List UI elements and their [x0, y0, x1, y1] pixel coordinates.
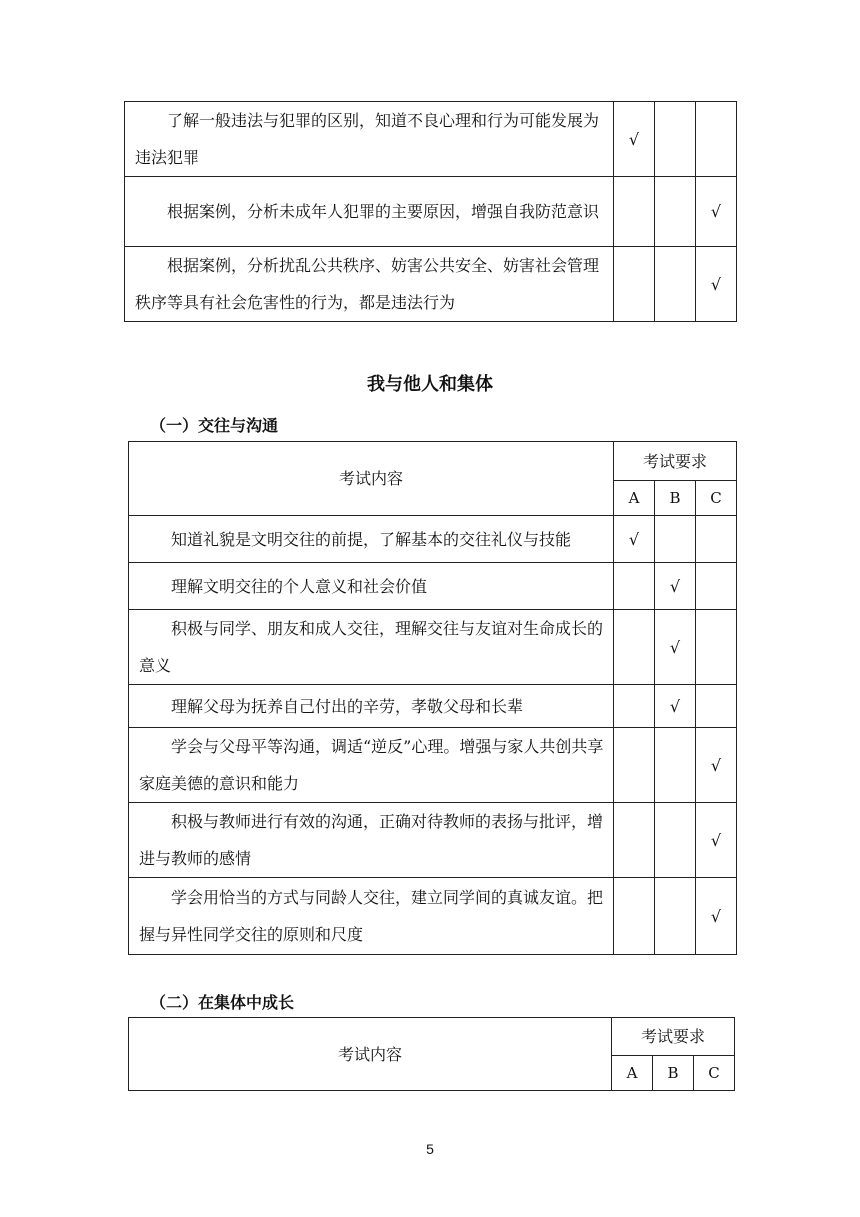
- mark-a: [614, 177, 655, 247]
- table-continued: [124, 101, 737, 322]
- mark-c: √: [696, 247, 737, 322]
- subsection-title: （一）交往与沟通: [150, 416, 279, 435]
- mark-c: √: [696, 878, 737, 955]
- row-content: 了解一般违法与犯罪的区别，知道不良心理和行为可能发展为违法犯罪: [125, 102, 614, 177]
- mark-a: [614, 563, 655, 610]
- exam-table-communication: [128, 441, 737, 955]
- row-content: 学会与父母平等沟通，调适“逆反”心理。增强与家人共创共享家庭美德的意识和能力: [129, 728, 614, 803]
- mark-c: [696, 563, 737, 610]
- header-col-a: A: [614, 481, 655, 516]
- mark-a: [614, 878, 655, 955]
- mark-b: √: [655, 610, 696, 685]
- mark-b: [655, 247, 696, 322]
- header-col-b: B: [655, 481, 696, 516]
- mark-a: [614, 728, 655, 803]
- header-exam-requirement: 考试要求: [614, 442, 737, 481]
- mark-a: [614, 803, 655, 878]
- subsection-title: （二）在集体中成长: [150, 993, 295, 1012]
- header-col-b: B: [653, 1056, 694, 1091]
- mark-a: [614, 685, 655, 728]
- mark-b: √: [655, 563, 696, 610]
- row-content: 学会用恰当的方式与同龄人交往，建立同学间的真诚友谊。把握与异性同学交往的原则和尺度: [129, 878, 614, 955]
- exam-table-collective: [128, 1017, 735, 1091]
- mark-b: [655, 177, 696, 247]
- table-header-row: [129, 442, 737, 481]
- mark-c: √: [696, 803, 737, 878]
- header-exam-content: 考试内容: [129, 442, 614, 516]
- mark-a: √: [614, 102, 655, 177]
- row-content: 知道礼貌是文明交往的前提，了解基本的交往礼仪与技能: [129, 516, 614, 563]
- mark-b: [655, 803, 696, 878]
- table-row: [129, 878, 737, 955]
- mark-b: [655, 102, 696, 177]
- mark-c: [696, 685, 737, 728]
- page-number: 5: [426, 1141, 434, 1157]
- mark-a: √: [614, 516, 655, 563]
- table-row: [129, 610, 737, 685]
- section-title: 我与他人和集体: [367, 374, 493, 395]
- row-content: 根据案例，分析未成年人犯罪的主要原因，增强自我防范意识: [125, 177, 614, 247]
- header-col-c: C: [696, 481, 737, 516]
- table-header-row: [129, 1018, 735, 1056]
- table-row: [129, 516, 737, 563]
- table-row: [125, 177, 737, 247]
- table-row: [129, 563, 737, 610]
- header-exam-content: 考试内容: [129, 1018, 612, 1091]
- row-content: 积极与教师进行有效的沟通，正确对待教师的表扬与批评，增进与教师的感情: [129, 803, 614, 878]
- mark-c: √: [696, 177, 737, 247]
- mark-c: [696, 102, 737, 177]
- row-content: 根据案例，分析扰乱公共秩序、妨害公共安全、妨害社会管理秩序等具有社会危害性的行为，都是违法行为: [125, 247, 614, 322]
- header-col-a: A: [612, 1056, 653, 1091]
- mark-c: [696, 610, 737, 685]
- row-content: 理解文明交往的个人意义和社会价值: [129, 563, 614, 610]
- table-row: [129, 728, 737, 803]
- mark-b: [655, 878, 696, 955]
- mark-c: √: [696, 728, 737, 803]
- table-row: [125, 102, 737, 177]
- row-content: 理解父母为抚养自己付出的辛劳，孝敬父母和长辈: [129, 685, 614, 728]
- header-col-c: C: [694, 1056, 735, 1091]
- table-row: [125, 247, 737, 322]
- mark-b: [655, 728, 696, 803]
- table-row: [129, 685, 737, 728]
- mark-c: [696, 516, 737, 563]
- mark-a: [614, 610, 655, 685]
- mark-a: [614, 247, 655, 322]
- mark-b: [655, 516, 696, 563]
- header-exam-requirement: 考试要求: [612, 1018, 735, 1056]
- row-content: 积极与同学、朋友和成人交往，理解交往与友谊对生命成长的意义: [129, 610, 614, 685]
- mark-b: √: [655, 685, 696, 728]
- table-row: [129, 803, 737, 878]
